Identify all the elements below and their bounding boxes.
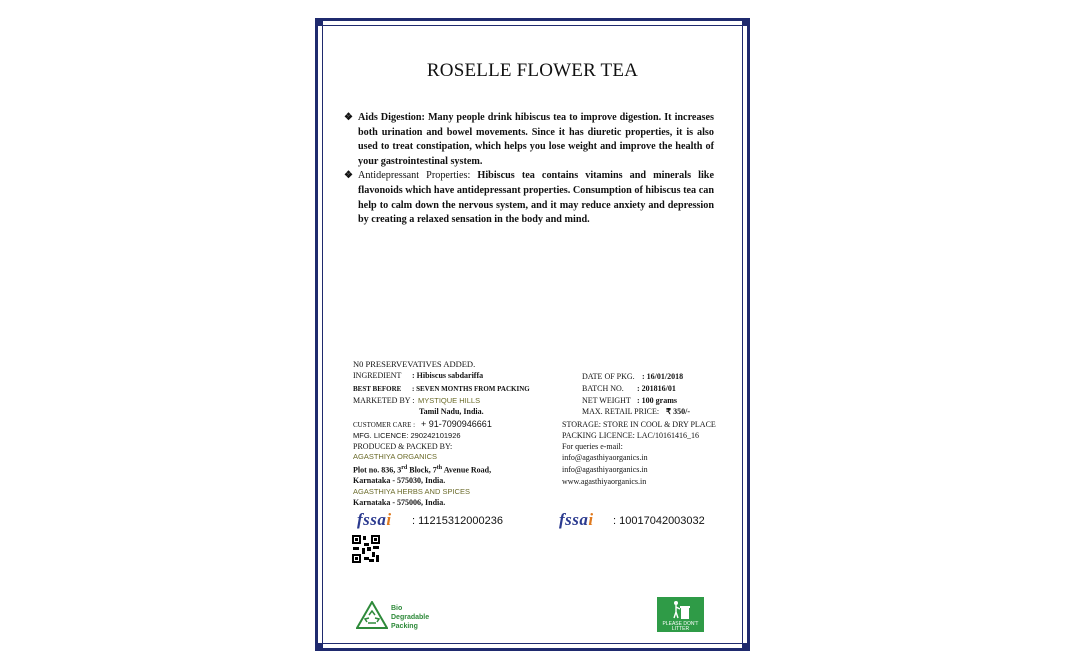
corner-ornament bbox=[315, 18, 323, 26]
marketed-by-location: Tamil Nadu, India. bbox=[419, 407, 484, 416]
mrp-label: MAX. RETAIL PRICE: bbox=[582, 407, 660, 416]
best-before-label: BEST BEFORE bbox=[353, 385, 402, 393]
queries-label: For queries e-mail: bbox=[562, 442, 623, 451]
date-of-pkg-value: : 16/01/2018 bbox=[642, 372, 684, 381]
fssai-logo: fssai bbox=[357, 510, 392, 529]
fssai-number: : 11215312000236 bbox=[412, 515, 503, 527]
dont-litter-badge bbox=[657, 597, 704, 632]
benefits-list bbox=[344, 111, 714, 228]
customer-care-label: CUSTOMER CARE : bbox=[353, 421, 416, 429]
website-link[interactable]: www.agasthiyaorganics.in bbox=[562, 477, 647, 486]
bullet-diamond-icon: ❖ bbox=[344, 170, 353, 182]
qr-code-icon bbox=[352, 535, 380, 563]
producer1-name: AGASTHIYA ORGANICS bbox=[353, 452, 438, 461]
ingredient-value: : Hibiscus sabdariffa bbox=[412, 371, 484, 380]
bullet-text: Hibiscus tea contains vitamins and minerals like flavonoids which have antidepressant properties. Consumption of hibiscus tea can help to calm down the nervous system, and it may reduce anxiety and depression by creating a relaxed sensation in the body and mind. bbox=[358, 170, 714, 226]
no-preservatives-note: N0 PRESERVEVATIVES ADDED. bbox=[353, 359, 476, 369]
net-weight-label: NET WEIGHT bbox=[582, 396, 631, 405]
produced-by-label: PRODUCED & PACKED BY: bbox=[353, 442, 453, 451]
storage-info: STORAGE: STORE IN COOL & DRY PLACE bbox=[562, 420, 716, 429]
fssai-logo: fssai bbox=[559, 510, 594, 529]
marketed-by-value: MYSTIQUE HILLS bbox=[418, 396, 481, 405]
net-weight-value: : 100 grams bbox=[637, 396, 677, 405]
trash-bin-icon bbox=[671, 600, 691, 621]
list-item bbox=[344, 169, 714, 227]
batch-label: BATCH NO. bbox=[582, 384, 624, 393]
corner-ornament bbox=[742, 18, 750, 26]
bullet-diamond-icon: ❖ bbox=[344, 112, 353, 123]
bullet-lead: Antidepressant Properties: bbox=[358, 170, 471, 182]
bio-degradable-label: Bio Degradable Packing bbox=[391, 605, 430, 630]
mfg-licence: MFG. LICENCE: 290242101926 bbox=[353, 431, 461, 440]
recycle-icon bbox=[356, 601, 388, 629]
customer-care-value: + 91-7090946661 bbox=[421, 419, 492, 429]
packing-licence: PACKING LICENCE: LAC/10161416_16 bbox=[562, 431, 700, 440]
bullet-lead: Aids Digestion: bbox=[358, 112, 425, 123]
producer2-address: Karnataka - 575006, India. bbox=[353, 498, 446, 507]
producer2-name: AGASTHIYA HERBS AND SPICES bbox=[353, 487, 470, 496]
ingredient-label: INGREDIENT bbox=[353, 371, 402, 380]
producer1-address: Plot no. 836, 3rd Block, 7th Avenue Road, bbox=[353, 465, 492, 475]
product-title: ROSELLE FLOWER TEA bbox=[426, 60, 639, 81]
mrp-value: ₹ 350/- bbox=[666, 407, 690, 416]
date-of-pkg-label: DATE OF PKG. bbox=[582, 372, 635, 381]
email-link[interactable]: info@agasthiyaorganics.in bbox=[562, 465, 648, 474]
bullet-text: Many people drink hibiscus tea to improve digestion. It increases both urination and bowel movements. Since it has diuretic properties, it is also used to treat constipation, which helps you lose weight and improve the health of your gastrointestinal system. bbox=[358, 112, 714, 167]
list-item bbox=[344, 111, 714, 169]
dont-litter-text: PLEASE DON'T LITTER bbox=[662, 621, 699, 632]
corner-ornament bbox=[315, 643, 323, 651]
best-before-value: : SEVEN MONTHS FROM PACKING bbox=[412, 385, 530, 393]
batch-value: : 201816/01 bbox=[637, 384, 676, 393]
fssai-number: : 10017042003032 bbox=[613, 515, 705, 527]
corner-ornament bbox=[742, 643, 750, 651]
producer1-address-line2: Karnataka - 575030, India. bbox=[353, 476, 446, 485]
marketed-by-label: MARKETED BY : bbox=[353, 396, 415, 405]
email-link[interactable]: info@agasthiyaorganics.in bbox=[562, 453, 648, 462]
